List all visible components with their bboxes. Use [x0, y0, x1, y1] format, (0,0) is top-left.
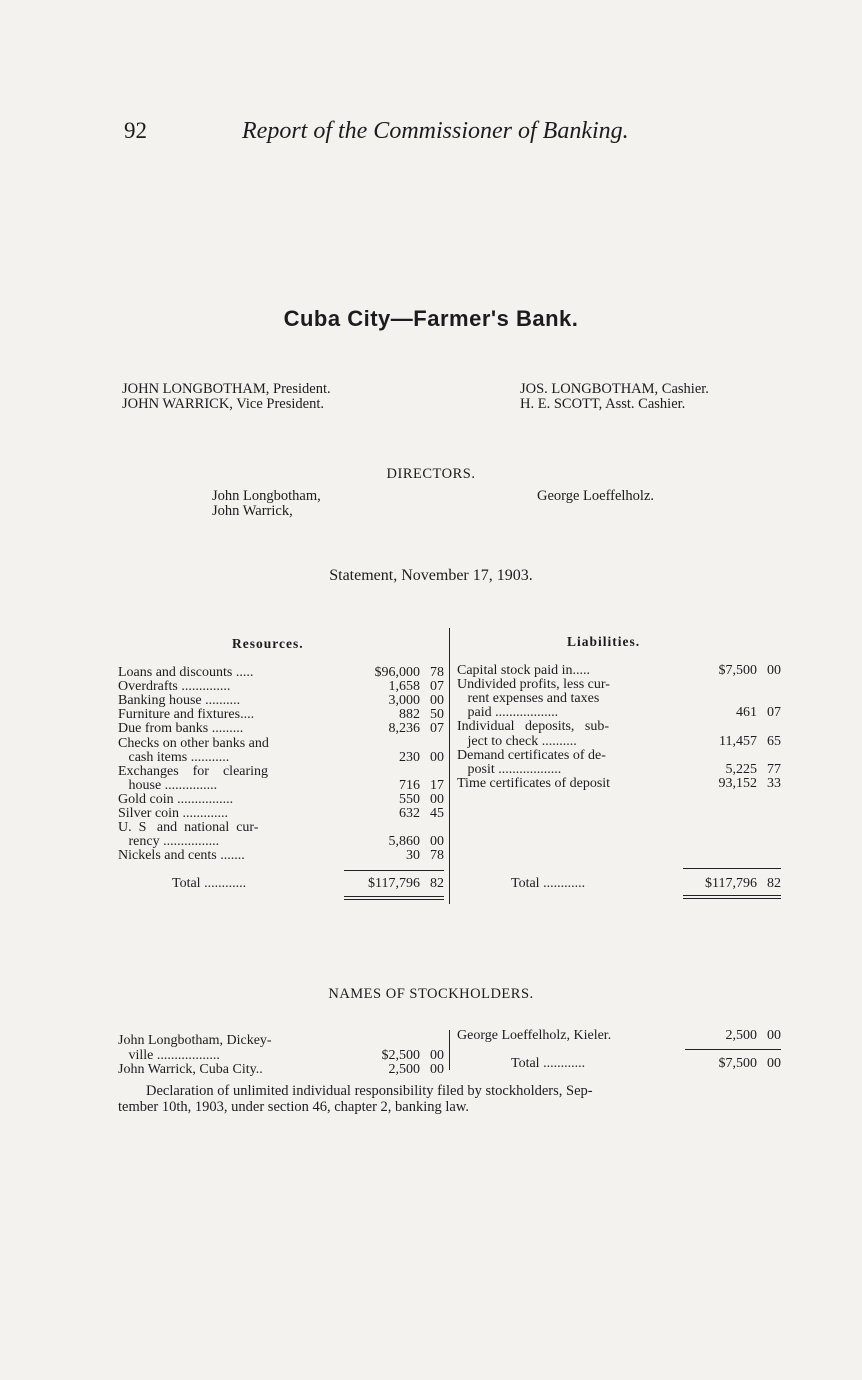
- stockholder-row-label: John Warrick, Cuba City..: [118, 1062, 263, 1077]
- resource-row-dollars: 716: [399, 777, 420, 793]
- liability-row-cents: 00: [767, 663, 781, 678]
- liability-row-label: Time certificates of deposit: [457, 775, 611, 791]
- resource-row-dollars: $96,000: [374, 665, 420, 680]
- stockholders-total-dollars: $7,500: [718, 1056, 757, 1071]
- stockholders-total-cents: 00: [767, 1056, 781, 1071]
- resource-row-cents: 78: [430, 848, 444, 864]
- stockholder-row-dollars: $2,500: [381, 1047, 420, 1063]
- liability-row-dollars: 11,457: [719, 733, 757, 749]
- stockholder-row-cents: 00: [430, 1062, 444, 1077]
- resource-row-label: Due from banks .........: [118, 721, 244, 737]
- liability-row-label: ject to check ..........: [457, 733, 577, 749]
- liabilities-total-dollars: $117,796: [705, 876, 757, 891]
- declaration-line-1: Declaration of unlimited individual responsibility filed by stockholders, Sep-: [146, 1083, 593, 1099]
- resource-row-label: Silver coin .............: [118, 806, 229, 821]
- stockholders-divider: [449, 1030, 450, 1070]
- resource-row-label: Gold coin ................: [118, 791, 234, 807]
- resources-table: [118, 666, 446, 866]
- column-divider: [449, 628, 450, 904]
- stockholders-heading: NAMES OF STOCKHOLDERS.: [328, 986, 534, 1002]
- resource-row-label: Nickels and cents .......: [118, 848, 245, 864]
- resources-total-label: Total ............: [172, 876, 247, 891]
- resource-row-label: Overdrafts ..............: [118, 679, 231, 695]
- resources-total-rule: [344, 870, 444, 871]
- stockholder-row-label: John Longbotham, Dickey-: [118, 1033, 272, 1048]
- directors-right: [537, 489, 654, 504]
- liability-row-cents: 33: [767, 775, 781, 791]
- director-name: John Longbotham,: [212, 488, 321, 504]
- resources-heading: Resources.: [232, 636, 304, 651]
- officer-president: JOHN LONGBOTHAM, President.: [122, 381, 331, 397]
- officer-cashier: JOS. LONGBOTHAM, Cashier.: [520, 381, 709, 397]
- resource-row-cents: 45: [430, 806, 444, 821]
- liability-row-label: paid ..................: [457, 705, 559, 721]
- liability-row-label: posit ..................: [457, 761, 562, 777]
- liability-row-cents: 07: [767, 705, 781, 721]
- liability-row-cents: 65: [767, 733, 781, 749]
- resource-row-dollars: 30: [406, 848, 420, 864]
- stockholders-left: [118, 1034, 446, 1078]
- resource-row-dollars: 3,000: [388, 693, 420, 709]
- resource-row-label: Loans and discounts .....: [118, 665, 254, 680]
- officers-right: [520, 382, 709, 412]
- liability-row-cents: 77: [767, 761, 781, 777]
- stockholder-row-cents: 00: [767, 1028, 781, 1043]
- bank-title: Cuba City—Farmer's Bank.: [283, 306, 579, 331]
- stockholders-right: [457, 1029, 785, 1045]
- resource-row-cents: 00: [430, 791, 444, 807]
- resource-row-dollars: 882: [399, 707, 420, 723]
- liabilities-total-cents: 82: [767, 876, 781, 891]
- liabilities-double-rule: [683, 895, 781, 896]
- liability-row-dollars: 5,225: [725, 761, 757, 777]
- resource-row-cents: 00: [430, 749, 444, 765]
- liability-row-dollars: 93,152: [718, 775, 757, 791]
- officer-vice-president: JOHN WARRICK, Vice President.: [122, 396, 324, 412]
- resources-double-rule: [344, 899, 444, 900]
- director-name: John Warrick,: [212, 503, 293, 519]
- stockholder-row-label: ville ..................: [118, 1047, 220, 1063]
- resource-row-dollars: 632: [399, 806, 420, 821]
- liability-row-dollars: $7,500: [718, 663, 757, 678]
- liabilities-total-rule: [683, 868, 781, 869]
- stockholders-total-label: Total ............: [511, 1056, 586, 1071]
- liabilities-total-label: Total ............: [511, 876, 586, 891]
- liability-row-dollars: 461: [736, 705, 757, 721]
- resource-row-label: Exchanges for clearing: [118, 763, 269, 779]
- running-title: Report of the Commissioner of Banking.: [242, 118, 629, 144]
- stockholder-row-cents: 00: [430, 1047, 444, 1063]
- resource-row-dollars: 1,658: [388, 679, 420, 695]
- resources-total-cents: 82: [430, 876, 444, 891]
- page-number: 92: [124, 118, 147, 143]
- directors-left: [212, 489, 321, 519]
- resource-row-cents: 78: [430, 665, 444, 680]
- officer-asst-cashier: H. E. SCOTT, Asst. Cashier.: [520, 396, 686, 412]
- resource-row-label: cash items ...........: [118, 749, 230, 765]
- statement-title: Statement, November 17, 1903.: [329, 567, 533, 584]
- resource-row-cents: 07: [430, 721, 444, 737]
- resource-row-dollars: 8,236: [388, 721, 420, 737]
- liability-row-label: rent expenses and taxes: [457, 691, 600, 707]
- stockholder-row-label: George Loeffelholz, Kieler.: [457, 1028, 612, 1043]
- resource-row-cents: 07: [430, 679, 444, 695]
- director-name: George Loeffelholz.: [537, 488, 655, 504]
- resource-row-label: U. S and national cur-: [118, 820, 259, 836]
- resource-row-cents: 00: [430, 834, 444, 850]
- liability-row-label: Individual deposits, sub-: [457, 719, 610, 735]
- resource-row-label: house ...............: [118, 777, 218, 793]
- resource-row-label: Checks on other banks and: [118, 735, 269, 751]
- resources-double-rule: [344, 896, 444, 897]
- resource-row-dollars: 230: [399, 749, 420, 765]
- resource-row-label: Furniture and fixtures....: [118, 707, 255, 723]
- officers-left: [122, 382, 331, 412]
- declaration-line-2: tember 10th, 1903, under section 46, chapter 2, banking law.: [118, 1099, 469, 1115]
- resource-row-label: rency ................: [118, 834, 220, 850]
- resource-row-dollars: 550: [399, 791, 420, 807]
- directors-heading: DIRECTORS.: [386, 466, 476, 482]
- stockholder-row-dollars: 2,500: [725, 1028, 757, 1043]
- liabilities-double-rule: [683, 898, 781, 899]
- liability-row-label: Undivided profits, less cur-: [457, 677, 610, 693]
- resource-row-cents: 17: [430, 777, 444, 793]
- liability-row-label: Demand certificates of de-: [457, 747, 606, 763]
- stockholders-total-rule: [685, 1049, 781, 1050]
- resource-row-dollars: 5,860: [388, 834, 420, 850]
- liabilities-heading: Liabilities.: [567, 634, 641, 649]
- resource-row-label: Banking house ..........: [118, 693, 241, 709]
- resource-row-cents: 50: [430, 707, 444, 723]
- stockholder-row-dollars: 2,500: [388, 1062, 420, 1077]
- liability-row-label: Capital stock paid in.....: [457, 663, 590, 678]
- liabilities-table: [457, 664, 785, 804]
- resource-row-cents: 00: [430, 693, 444, 709]
- resources-total-dollars: $117,796: [368, 876, 420, 891]
